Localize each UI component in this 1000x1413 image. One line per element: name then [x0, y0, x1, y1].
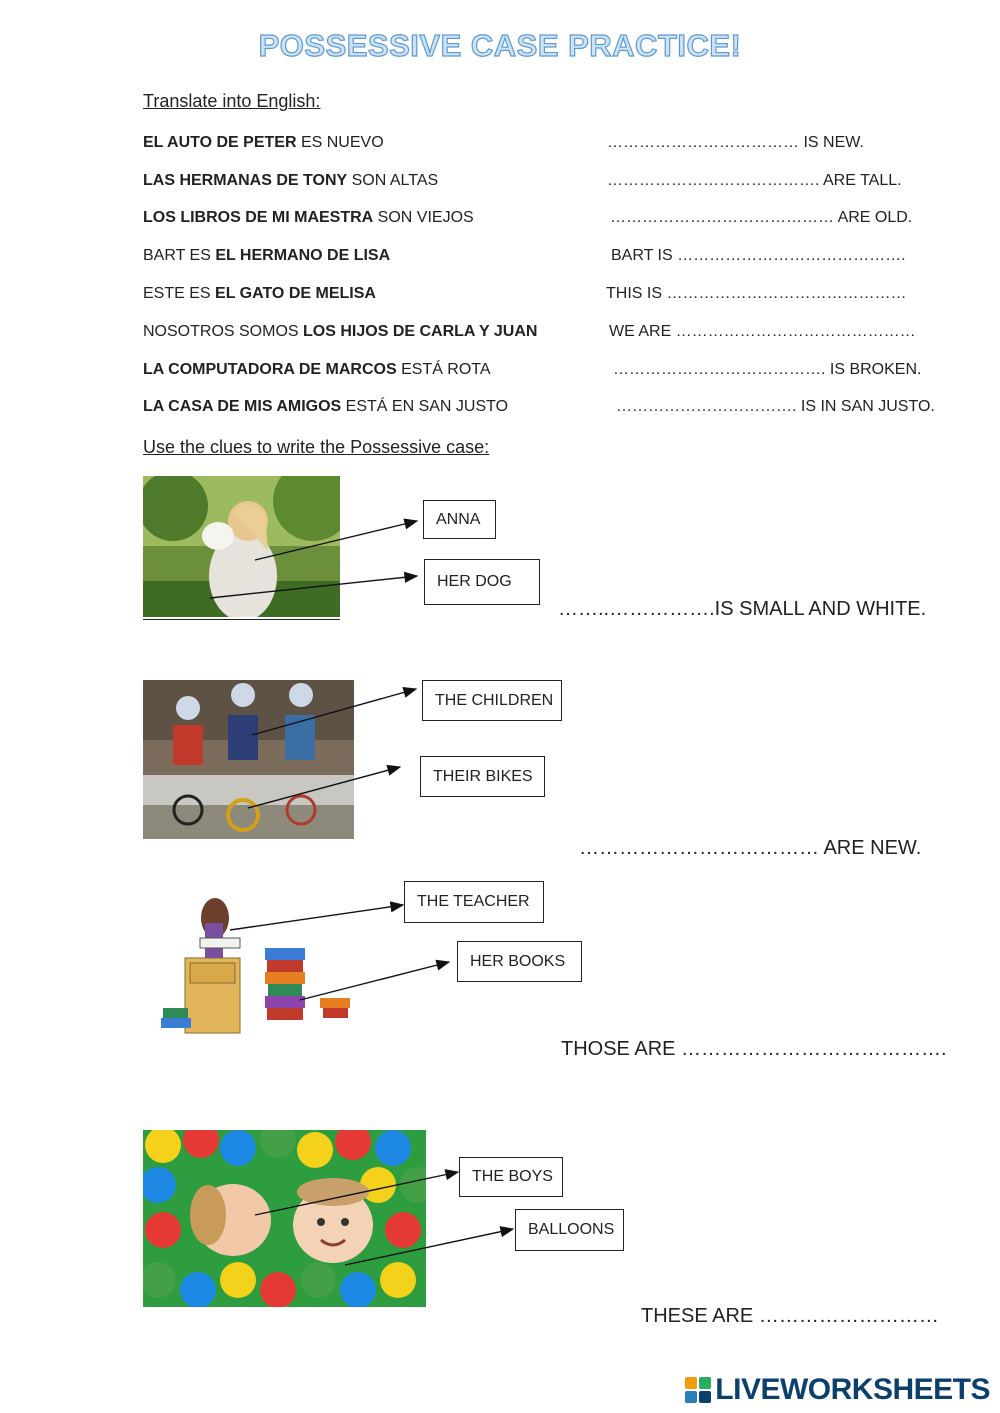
clue-box-balloons: BALLOONS — [515, 1209, 624, 1251]
sentence-segment: ES NUEVO — [296, 134, 384, 151]
answer-blank-7[interactable]: …………………………………. IS BROKEN. — [613, 361, 922, 378]
arrow-the-children — [252, 689, 416, 735]
clue-box-her-books: HER BOOKS — [457, 941, 582, 982]
section-clues-heading: Use the clues to write the Possessive case: — [143, 437, 490, 457]
sentence-segment: LOS LIBROS DE MI MAESTRA — [143, 209, 374, 226]
sentence-segment: LAS HERMANAS DE TONY — [143, 172, 348, 189]
clue-box-anna: ANNA — [423, 500, 496, 539]
logo-grid-icon — [685, 1377, 711, 1403]
sentence-segment: NOSOTROS SOMOS — [143, 323, 304, 340]
sentence-segment: EL GATO DE MELISA — [215, 285, 376, 302]
sentence-segment: EL AUTO DE PETER — [143, 134, 297, 151]
arrow-the-teacher — [230, 905, 403, 930]
arrow-anna — [255, 521, 417, 560]
answer-blank-2[interactable]: …………………………………. ARE TALL. — [607, 172, 902, 189]
clue-box-their-bikes: THEIR BIKES — [420, 756, 545, 797]
answer-blank-clue-3[interactable]: THOSE ARE …………………………………. — [561, 1038, 947, 1060]
sentence-segment: ESTÁ EN SAN JUSTO — [341, 398, 509, 415]
clue-box-the-boys: THE BOYS — [459, 1157, 563, 1197]
section-translate-heading: Translate into English: — [143, 91, 321, 111]
answer-blank-clue-4[interactable]: THESE ARE ……………………… — [641, 1305, 939, 1327]
answer-blank-6[interactable]: WE ARE ……………………………………… — [609, 323, 916, 340]
answer-blank-3[interactable]: …………………………………… ARE OLD. — [610, 209, 913, 226]
liveworksheets-logo — [685, 1373, 990, 1407]
sentence-segment: LA CASA DE MIS AMIGOS — [143, 398, 342, 415]
sentence-segment: ESTE ES — [143, 285, 216, 302]
answer-blank-8[interactable]: ……………………………. IS IN SAN JUSTO. — [616, 398, 935, 415]
answer-blank-4[interactable]: BART IS ……………………………………. — [611, 247, 906, 264]
sentence-segment: ESTÁ ROTA — [396, 361, 491, 378]
sentence-segment: SON VIEJOS — [373, 209, 474, 226]
arrow-her-books — [300, 962, 449, 1000]
sentence-segment: LOS HIJOS DE CARLA Y JUAN — [303, 323, 538, 340]
arrow-her-dog — [210, 576, 417, 598]
arrow-the-boys — [255, 1172, 458, 1215]
sentence-segment: LA COMPUTADORA DE MARCOS — [143, 361, 397, 378]
sentence-segment: EL HERMANO DE LISA — [215, 247, 391, 264]
clue-box-the-teacher: THE TEACHER — [404, 881, 544, 923]
arrow-their-bikes — [248, 767, 400, 808]
logo-text: LIVEWORKSHEETS — [715, 1373, 990, 1406]
answer-blank-5[interactable]: THIS IS ……………………………………… — [606, 285, 907, 302]
clue-box-her-dog: HER DOG — [424, 559, 540, 605]
clue-box-the-children: THE CHILDREN — [422, 680, 562, 721]
answer-blank-clue-2[interactable]: ……………………………… ARE NEW. — [579, 837, 922, 859]
answer-blank-clue-1[interactable]: ……..…………….IS SMALL AND WHITE. — [558, 598, 927, 620]
answer-blank-1[interactable]: ……………………………… IS NEW. — [607, 134, 864, 151]
page-title: POSSESSIVE CASE PRACTICE! — [258, 28, 742, 63]
sentence-segment: SON ALTAS — [347, 172, 439, 189]
arrow-balloons — [345, 1229, 513, 1265]
sentence-segment: BART ES — [143, 247, 216, 264]
